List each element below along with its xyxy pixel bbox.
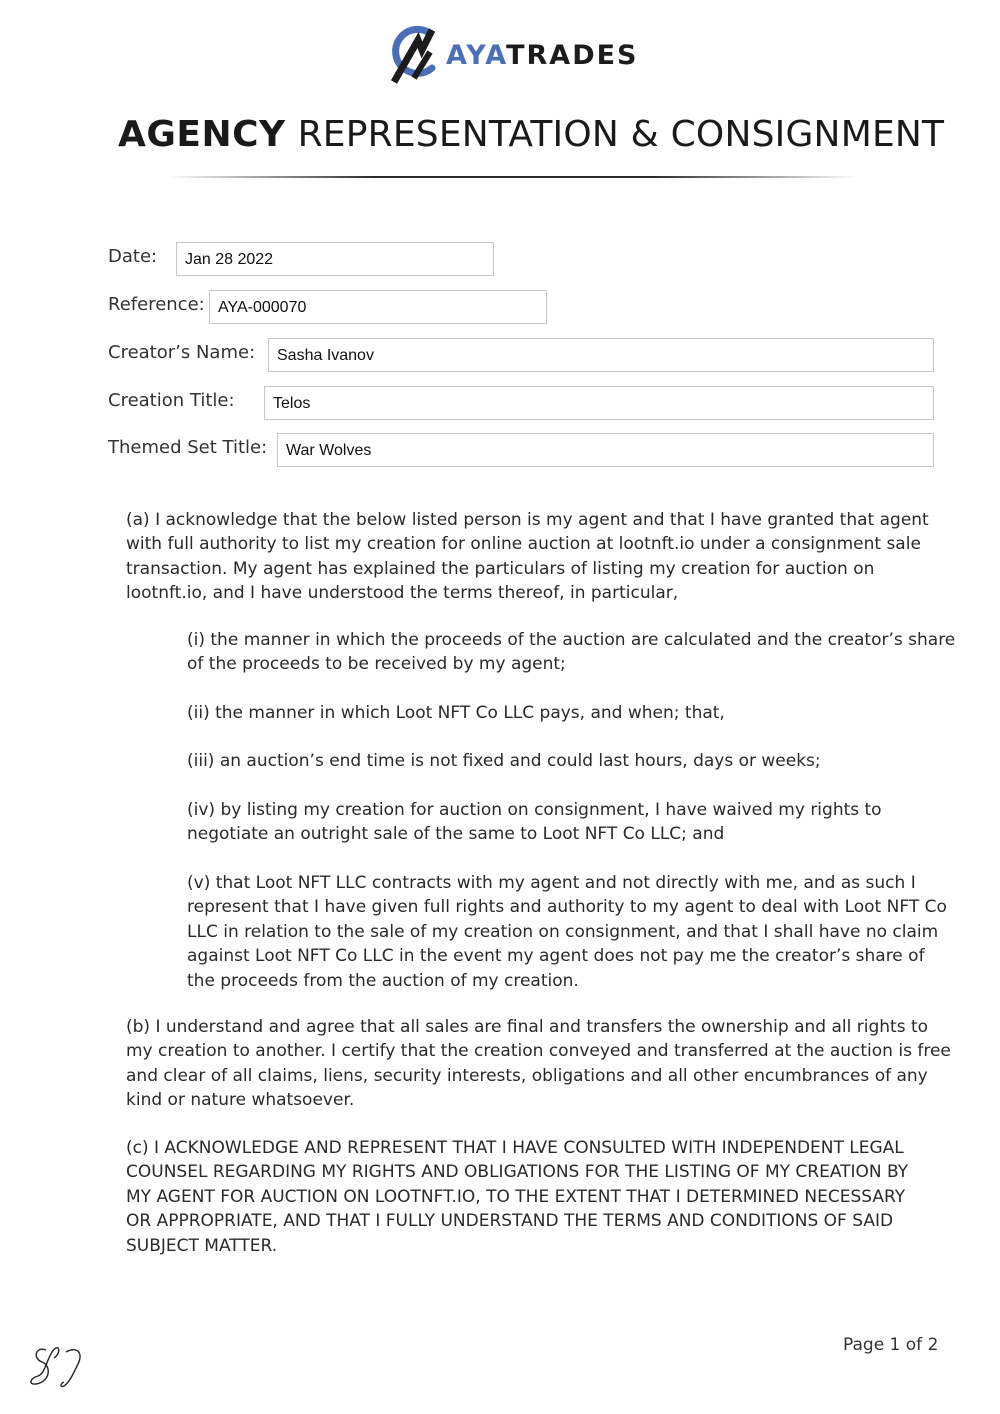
reference-field[interactable]: AYA-000070 <box>209 290 547 324</box>
page-number: Page 1 of 2 <box>843 1335 939 1355</box>
creation-title-field[interactable]: Telos <box>264 386 934 420</box>
brand-name-accent: AYA <box>446 39 507 71</box>
creation-title-label: Creation Title: <box>108 390 235 411</box>
clause-iii: (iii) an auction’s end time is not fixed and could last hours, days or weeks; <box>187 751 821 771</box>
brand-logo <box>388 22 639 86</box>
clause-v: (v) that Loot NFT LLC contracts with my agent and not directly with me, and as such I represent that I have given full rights and authority to my agent to deal with Loot NFT Co LLC in relation to the sale of my creation on consignment, and that I shall have no claim against Loot NFT Co LLC in the event my agent does not pay me the creator’s share of the proceeds from the auction of my creation. <box>187 873 947 991</box>
clause-c: (c) I ACKNOWLEDGE AND REPRESENT THAT I HAVE CONSULTED WITH INDEPENDENT LEGAL COUNSEL REGARDING MY RIGHTS AND OBLIGATIONS FOR THE LISTING OF MY CREATION BY MY AGENT FOR AUCTION ON LOOTNFT.IO, TO THE EXTENT THAT I DETERMINED NECESSARY OR APPROPRIATE, AND THAT I FULLY UNDERSTAND THE TERMS AND CONDITIONS OF SAID SUBJECT MATTER. <box>126 1138 909 1256</box>
creator-name-label: Creator’s Name: <box>108 342 256 363</box>
clause-ii: (ii) the manner in which Loot NFT Co LLC pays, and when; that, <box>187 703 725 723</box>
creator-name-field[interactable]: Sasha Ivanov <box>268 338 934 372</box>
title-divider <box>168 176 858 178</box>
brand-name <box>446 40 639 71</box>
date-label: Date: <box>108 246 158 267</box>
brand-name-main: TRADES <box>506 39 639 71</box>
date-field[interactable]: Jan 28 2022 <box>176 242 494 276</box>
themed-set-title-label: Themed Set Title: <box>108 437 268 458</box>
clause-i: (i) the manner in which the proceeds of the auction are calculated and the creator’s share of the proceeds to be received by my agent; <box>187 630 956 675</box>
clause-b: (b) I understand and agree that all sales are final and transfers the ownership and all rights to my creation to another. I certify that the creation conveyed and transferred at the auction is free and clear of all claims, liens, security interests, obligations and all other encumbrances of any kind or nature whatsoever. <box>126 1017 951 1111</box>
document-title-bold: AGENCY <box>118 114 286 155</box>
reference-label: Reference: <box>108 294 205 315</box>
clause-iv: (iv) by listing my creation for auction on consignment, I have waived my rights to negotiate an outright sale of the same to Loot NFT Co LLC; and <box>187 800 882 845</box>
ayatrades-logo-icon <box>388 22 440 86</box>
document-title <box>118 114 944 155</box>
themed-set-title-field[interactable]: War Wolves <box>277 433 934 467</box>
document-title-rest: REPRESENTATION & CONSIGNMENT <box>297 114 945 155</box>
initials-signature <box>26 1342 86 1390</box>
clause-a: (a) I acknowledge that the below listed person is my agent and that I have granted that agent with full authority to list my creation for online auction at lootnft.io under a consignment sale transaction. My agent has explained the particulars of listing my creation for auction on lootnft.io, and I have understood the terms thereof, in particular, <box>126 510 929 604</box>
